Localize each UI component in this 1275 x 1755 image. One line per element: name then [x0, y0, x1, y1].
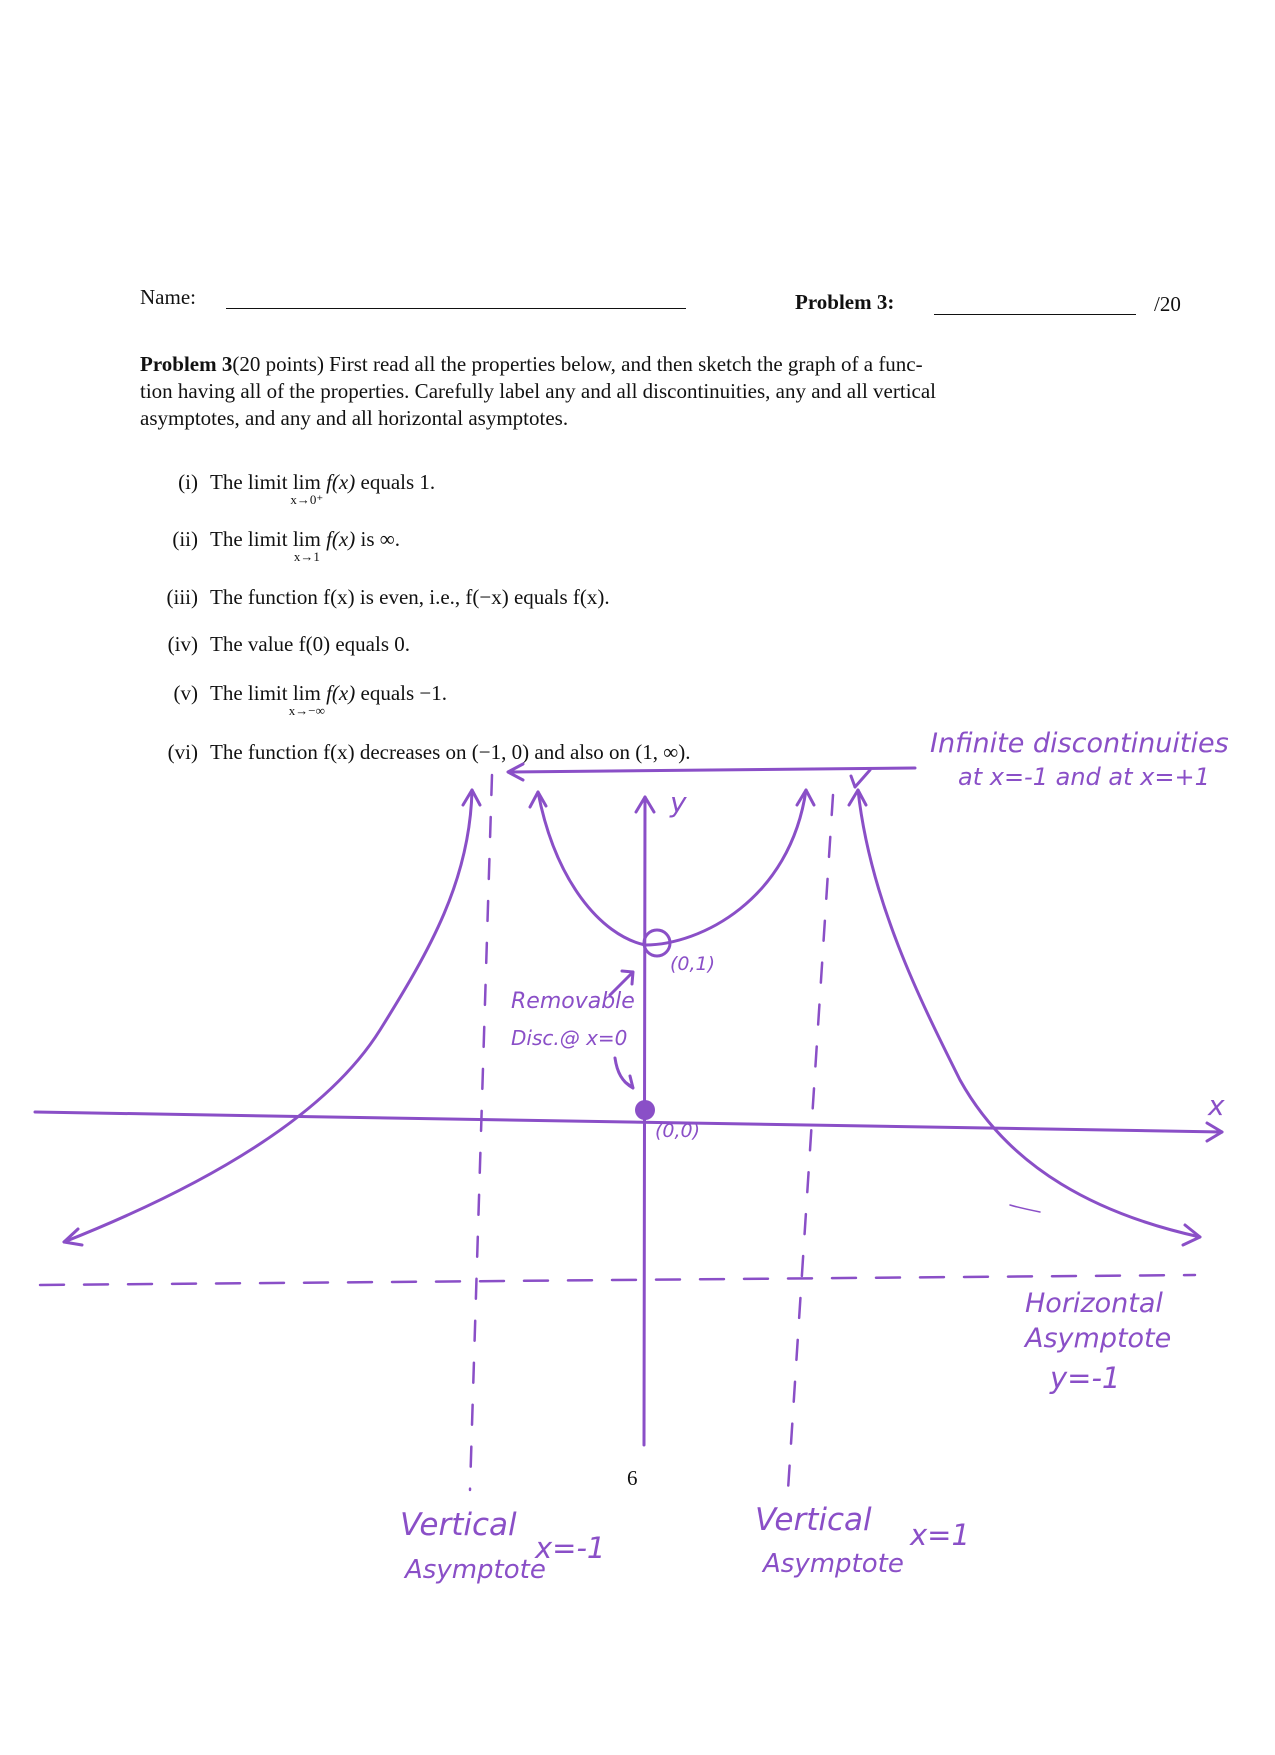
property-vi: (vi) The function f(x) decreases on (−1, 0) and also on (1, ∞).: [167, 740, 691, 764]
vertical-left-eq: x=-1: [535, 1531, 606, 1565]
horizontal-label-3: y=-1: [1050, 1361, 1121, 1395]
vertical-right-label-2: Asymptote: [763, 1549, 904, 1579]
problem-score-label: Problem 3:: [795, 290, 895, 314]
limit-subscript: x→−∞: [288, 703, 325, 718]
point-label-0-1: (0,1): [670, 953, 716, 975]
property-ii: (ii) The limit lim x→1 f(x) is ∞.: [172, 527, 400, 564]
pointer-arrow-right: [851, 770, 870, 787]
x-axis-label: x: [1208, 1089, 1225, 1122]
left-branch-curve: [64, 790, 472, 1242]
vertical-left-label-2: Asymptote: [405, 1555, 546, 1585]
y-axis-label: y: [670, 786, 687, 819]
infinite-label-2: at x=-1 and at x=+1: [958, 763, 1210, 791]
right-branch-curve: [858, 790, 1200, 1237]
infinite-pointer-line: [510, 768, 915, 772]
vertical-left-label-1: Vertical: [400, 1507, 517, 1543]
page-number: 6: [627, 1466, 638, 1490]
vertical-asymptote-right: [788, 795, 833, 1490]
stray-tick: [1010, 1205, 1040, 1212]
problem-intro-3: asymptotes, and any and all horizontal asymptotes.: [140, 406, 569, 430]
problem-intro-2: tion having all of the properties. Carefully label any and all discontinuities, any and all vertical: [140, 379, 937, 403]
point-label-0-0: (0,0): [655, 1120, 701, 1142]
property-i: (i) The limit lim x→0⁺ f(x) equals 1.: [178, 470, 436, 507]
y-axis: [644, 797, 645, 1445]
x-axis: [35, 1112, 1222, 1132]
vertical-right-eq: x=1: [910, 1518, 970, 1552]
removable-arrow-down: [615, 1058, 633, 1088]
name-label: Name:: [140, 285, 196, 309]
limit-subscript: x→1: [293, 549, 320, 564]
problem-intro-1: (20 points) First read all the properties below, and then sketch the graph of a func-: [232, 352, 923, 376]
points-total: /20: [1154, 292, 1181, 316]
infinite-label-1: Infinite discontinuities: [930, 728, 1229, 759]
property-iii: (iii) The function f(x) is even, i.e., f(−x) equals f(x).: [166, 585, 610, 609]
property-v: (v) The limit lim x→−∞ f(x) equals −1.: [173, 681, 447, 718]
limit-subscript: x→0⁺: [290, 492, 324, 507]
horizontal-label-1: Horizontal: [1025, 1288, 1163, 1319]
horizontal-asymptote-line: [40, 1275, 1195, 1285]
horizontal-label-2: Asymptote: [1025, 1323, 1172, 1354]
vertical-right-label-1: Vertical: [755, 1502, 872, 1538]
property-iv: (iv) The value f(0) equals 0.: [167, 632, 411, 656]
problem-title: Problem 3: [140, 352, 233, 376]
filled-point: [635, 1100, 655, 1120]
vertical-asymptote-left: [470, 775, 492, 1490]
removable-label-2: Disc.@ x=0: [511, 1026, 628, 1050]
removable-label-1: Removable: [511, 989, 635, 1014]
